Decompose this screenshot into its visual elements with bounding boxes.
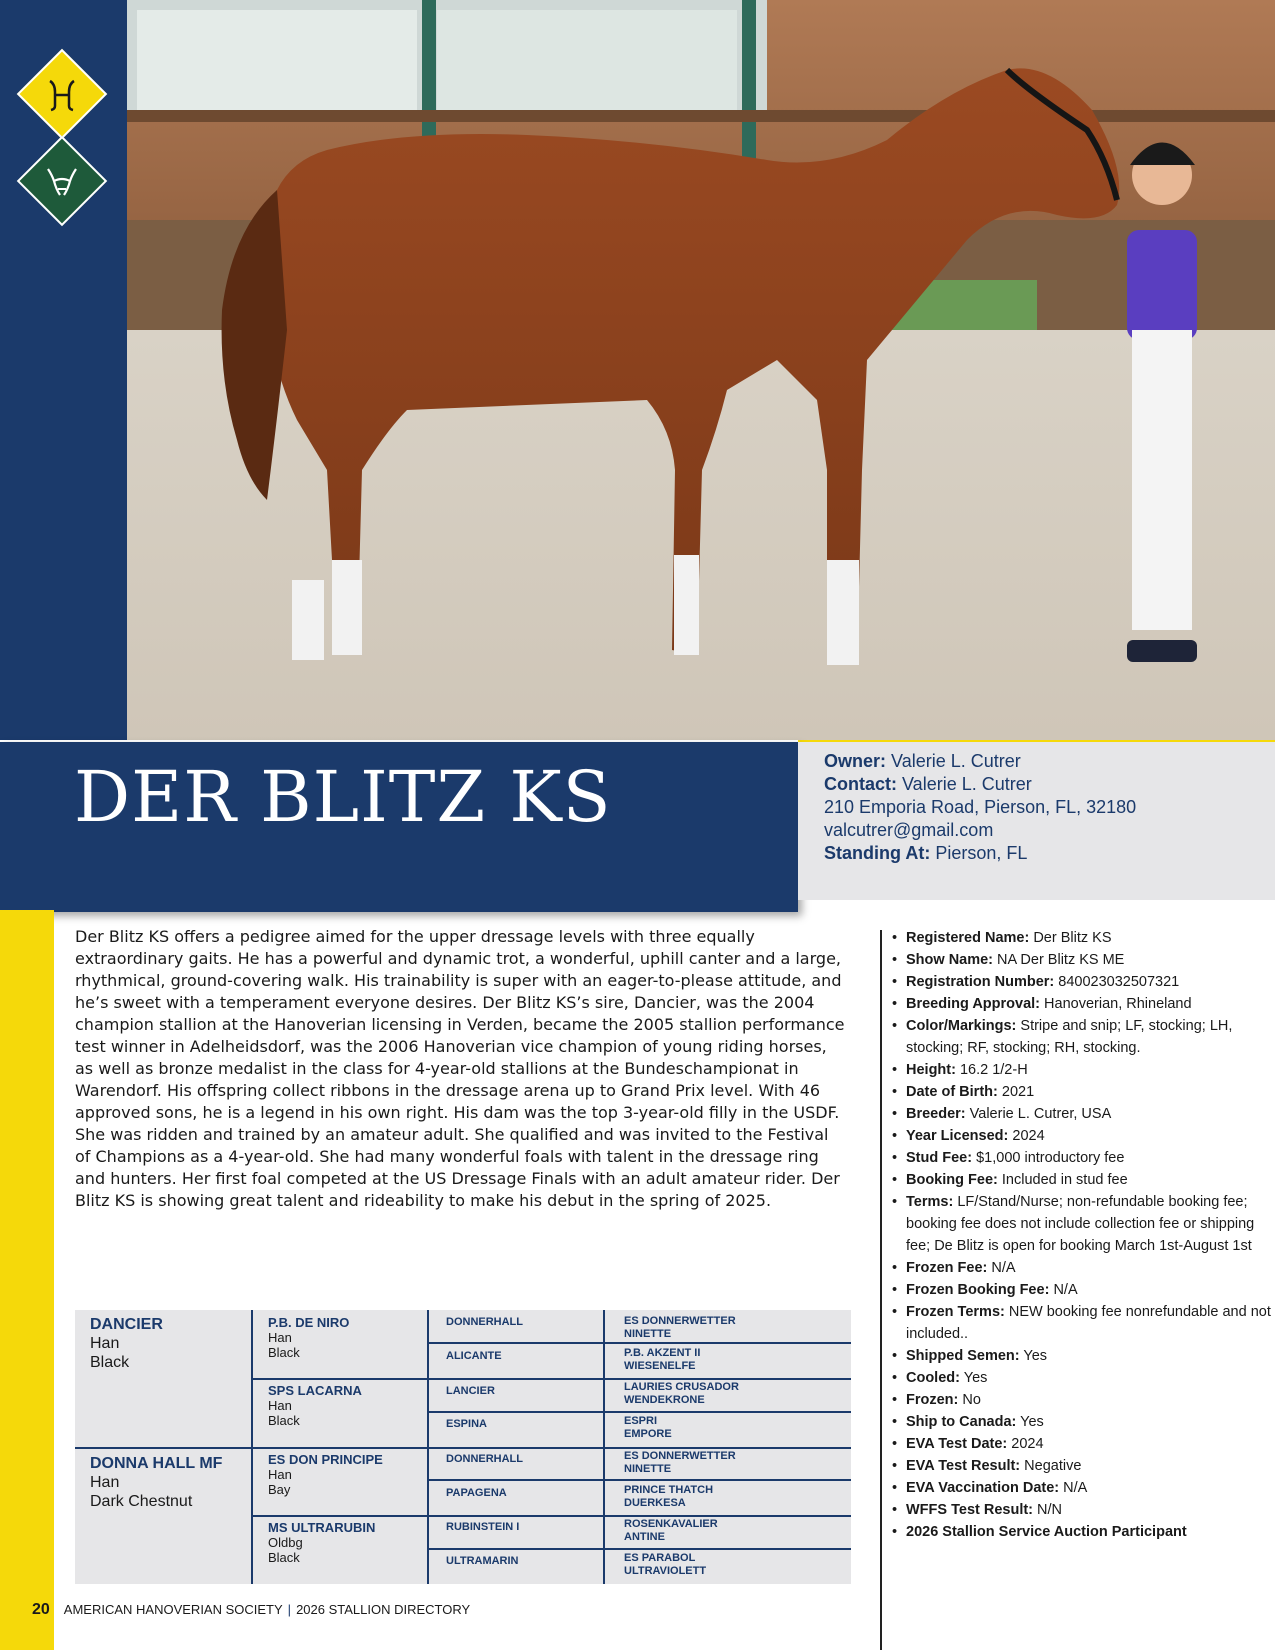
pedigree-gen4-entry: ESPRI EMPORE bbox=[624, 1415, 672, 1440]
owner-value: Valerie L. Cutrer bbox=[891, 751, 1021, 771]
pedigree-dam: DONNA HALL MF Han Dark Chestnut bbox=[90, 1455, 223, 1510]
pedigree-gen3-entry: PAPAGENA bbox=[446, 1487, 507, 1499]
pedigree-gen4-entry: ROSENKAVALIER ANTINE bbox=[624, 1518, 718, 1543]
fact-item: • Frozen Fee: N/A bbox=[892, 1257, 1272, 1279]
fact-item: • Registered Name: Der Blitz KS bbox=[892, 927, 1272, 949]
email-link[interactable]: valcutrer@gmail.com bbox=[824, 820, 994, 840]
fact-item: • EVA Vaccination Date: N/A bbox=[892, 1477, 1272, 1499]
pedigree-divider bbox=[427, 1479, 851, 1481]
standing-label: Standing At: bbox=[824, 843, 931, 863]
fact-item: • Cooled: Yes bbox=[892, 1367, 1272, 1389]
pedigree-divider bbox=[251, 1378, 851, 1380]
fact-item: • Show Name: NA Der Blitz KS ME bbox=[892, 949, 1272, 971]
fact-item: • Frozen Terms: NEW booking fee nonrefundable and not included.. bbox=[892, 1301, 1272, 1345]
h-brand-glyph bbox=[30, 62, 94, 126]
pedigree-divider bbox=[251, 1515, 851, 1517]
pedigree-gen3-entry: ESPINA bbox=[446, 1418, 487, 1430]
owner-label: Owner: bbox=[824, 751, 887, 771]
contact-panel bbox=[798, 742, 1275, 900]
fact-item: • 2026 Stallion Service Auction Participant bbox=[892, 1521, 1272, 1543]
fact-item: • Registration Number: 840023032507321 bbox=[892, 971, 1272, 993]
pedigree-gen2-entry: ES DON PRINCIPE Han Bay bbox=[268, 1452, 383, 1497]
pedigree-divider bbox=[75, 1447, 851, 1449]
contact-label: Contact: bbox=[824, 774, 897, 794]
fact-item: • Color/Markings: Stripe and snip; LF, stocking; LH, stocking; RF, stocking; RH, stocking. bbox=[892, 1015, 1272, 1059]
pedigree-divider bbox=[427, 1411, 851, 1413]
fact-item: • Ship to Canada: Yes bbox=[892, 1411, 1272, 1433]
horse-head-glyph bbox=[30, 149, 94, 213]
fact-item: • Breeder: Valerie L. Cutrer, USA bbox=[892, 1103, 1272, 1125]
pedigree-gen2-entry: SPS LACARNA Han Black bbox=[268, 1383, 362, 1428]
fact-item: • Booking Fee: Included in stud fee bbox=[892, 1169, 1272, 1191]
column-divider bbox=[880, 930, 882, 1650]
pedigree-gen2-entry: P.B. DE NIRO Han Black bbox=[268, 1315, 350, 1360]
fact-item: • WFFS Test Result: N/N bbox=[892, 1499, 1272, 1521]
pedigree-gen3-entry: LANCIER bbox=[446, 1385, 495, 1397]
pedigree-gen3-entry: ALICANTE bbox=[446, 1350, 502, 1362]
fact-item: • Breeding Approval: Hanoverian, Rhineland bbox=[892, 993, 1272, 1015]
contact-line bbox=[824, 773, 1275, 796]
fact-item: • EVA Test Date: 2024 bbox=[892, 1433, 1272, 1455]
description-text: Der Blitz KS offers a pedigree aimed for the upper dressage levels with three equally extraordinary gaits. He has a powerful and dynamic trot, a wonderful, uphill canter and a large, rhythmical, ground-covering walk. His trainability is super with an eager-to-please attitude, and he’s sweet with a temperament everyone desires. Der Blitz KS’s sire, Dancier, was the 2004 champion stallion at the Hanoverian licensing in Verden, became the 2005 stallion performance test winner in Adelheidsdorf, was the 2006 Hanoverian vice champion of young riding horses, as well as bronze medalist in the class for 4-year-old stallions at the Bundeschampionat in Warendorf. His offspring collect ribbons in the dressage arena up to Grand Prix level. With 46 approved sons, he is a legend in his own right. His dam was the top 3-year-old filly in the USDF. She was ridden and trained by an amateur adult. She qualified and was invited to the Festival of Champions as a 4-year-old. She had many wonderful foals with talent in the dressage ring and hunters. Her first foal competed at the US Dressage Finals with an adult amateur rider. Der Blitz KS is showing great talent and rideability to make his debut in the spring of 2025. bbox=[75, 927, 845, 1210]
contact-value: Valerie L. Cutrer bbox=[902, 774, 1032, 794]
address-line: 210 Emporia Road, Pierson, FL, 32180 bbox=[824, 797, 1137, 817]
pedigree-gen3-entry: ULTRAMARIN bbox=[446, 1555, 519, 1567]
standing-value: Pierson, FL bbox=[935, 843, 1028, 863]
standing-line bbox=[824, 842, 1275, 865]
publication-name: 2026 STALLION DIRECTORY bbox=[296, 1602, 471, 1617]
yellow-side-strip bbox=[0, 910, 54, 1650]
page-footer bbox=[32, 1601, 470, 1619]
footer-separator: | bbox=[287, 1602, 292, 1617]
facts-list bbox=[892, 927, 1272, 1543]
fact-item: • Height: 16.2 1/2-H bbox=[892, 1059, 1272, 1081]
pedigree-gen4-entry: ES DONNERWETTER NINETTE bbox=[624, 1450, 736, 1475]
pedigree-gen3-entry: DONNERHALL bbox=[446, 1316, 523, 1328]
h-brand-icon bbox=[40, 72, 84, 116]
pedigree-gen3-entry: RUBINSTEIN I bbox=[446, 1521, 520, 1533]
fact-item: • Year Licensed: 2024 bbox=[892, 1125, 1272, 1147]
pedigree-divider bbox=[427, 1548, 851, 1550]
pedigree-gen2-entry: MS ULTRARUBIN Oldbg Black bbox=[268, 1520, 376, 1565]
fact-item: • Shipped Semen: Yes bbox=[892, 1345, 1272, 1367]
pedigree-gen4-entry: ES PARABOL ULTRAVIOLETT bbox=[624, 1552, 707, 1577]
pedigree-gen4-entry: LAURIES CRUSADOR WENDEKRONE bbox=[624, 1381, 739, 1406]
fact-item: • Stud Fee: $1,000 introductory fee bbox=[892, 1147, 1272, 1169]
stallion-photo bbox=[127, 0, 1275, 740]
pedigree-gen4-entry: ES DONNERWETTER NINETTE bbox=[624, 1315, 736, 1340]
publisher-name: AMERICAN HANOVERIAN SOCIETY bbox=[63, 1602, 283, 1617]
owner-line bbox=[824, 750, 1275, 773]
fact-item: • Terms: LF/Stand/Nurse; non-refundable booking fee; booking fee does not include collection fee or shipping fee; De Blitz is open for booking March 1st-August 1st bbox=[892, 1191, 1272, 1257]
pedigree-gen3-entry: DONNERHALL bbox=[446, 1453, 523, 1465]
fact-item: • EVA Test Result: Negative bbox=[892, 1455, 1272, 1477]
fact-item: • Frozen Booking Fee: N/A bbox=[892, 1279, 1272, 1301]
pedigree-gen4-entry: PRINCE THATCH DUERKESA bbox=[624, 1484, 714, 1509]
page-number: 20 bbox=[32, 1601, 50, 1618]
pedigree-gen4-entry: P.B. AKZENT II WIESENELFE bbox=[624, 1347, 701, 1372]
pedigree-divider bbox=[427, 1342, 851, 1344]
fact-item: • Date of Birth: 2021 bbox=[892, 1081, 1272, 1103]
horse-name-title: DER BLITZ KS bbox=[74, 756, 612, 838]
title-banner bbox=[0, 742, 798, 912]
pedigree-chart bbox=[75, 1310, 851, 1584]
pedigree-sire: DANCIER Han Black bbox=[90, 1316, 163, 1371]
horse-heads-icon bbox=[40, 159, 84, 203]
fact-item: • Frozen: No bbox=[892, 1389, 1272, 1411]
